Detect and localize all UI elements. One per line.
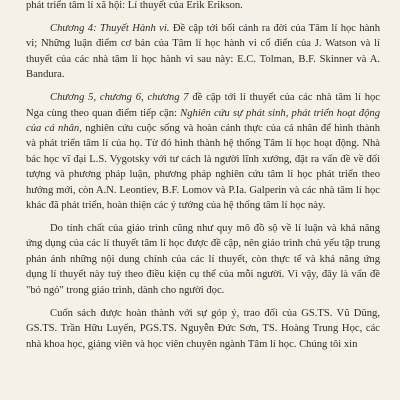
chapter-5-7-heading: Chương 5, chương 6, chương 7 (50, 92, 189, 104)
paragraph (26, 21, 380, 83)
text-run: phát triển tâm lí xã hội: Lí thuyết của Erik Erikson. (26, 0, 243, 11)
text-run: , nghiên cứu cuộc sống và hoàn cảnh thực của cá nhân để hình thành và phát triển tâm lí của họ. Từ đó hình thành hệ thống Tâm lí học hoạt động. Nhà bác học vĩ đại L.S. Vygotsky với tư cách là người lĩnh xướng, đặt ra vấn đề về đối tượng và phương pháp luận, phương pháp nghiên cứu tâm lí học phát triển theo hướng mới, còn A.N. Leontiev, B.F. Lomov và P.Ia. Galperin và các nhà tâm lí học khác đã phát triển, hoàn thiện các ý tưởng của hệ thống tâm lí học này. (26, 123, 381, 212)
document-body (26, 0, 380, 360)
emphasis-text: Nghiên cứu sự phát sinh, phát triển hoạt động của cá nhân (26, 107, 380, 135)
text-run: đề cập tới lí thuyết của các nhà tâm lí học Nga cùng theo quan điểm tiếp cận: (26, 92, 380, 119)
paragraph (26, 90, 380, 213)
paragraph (26, 221, 380, 298)
text-run: Đề cập tới bối cảnh ra đời của Tâm lí học hành vi; Những luận điểm cơ bản của Tâm lí học hành vi cổ điển của J. Watson và lí thuyết của các nhà tâm lí học hành vi sau này: E.C. Tolman, B.F. Skinner và A. Bandura. (26, 23, 380, 81)
chapter-4-heading: Chương 4: Thuyết Hành vi. (50, 23, 170, 34)
text-run: Cuốn sách được hoàn thành với sự góp ý, trao đổi của GS.TS. Vũ Dũng, GS.TS. Trần Hữu Luyến, PGS.TS. Nguyễn Đức Sơn, TS. Hoàng Trung Học, các nhà khoa học, giảng viên và học viên chuyên ngành Tâm lí học. Chúng tôi xin (26, 307, 380, 350)
paragraph (26, 0, 380, 13)
text-run: Do tính chất của giáo trình cũng như quy mô đồ sộ về lí luận và khả năng ứng dụng của các lí thuyết tâm lí học được đề cập, nên giáo trình chủ yếu tập trung phản ánh những nội dung chính của các lí thuyết, còn thực tế và khả năng ứng dụng lí thuyết này tuỳ theo điều kiện cụ thể của mỗi người. Vì vậy, đây là vấn đề "bỏ ngỏ" trong giáo trình, dành cho người đọc. (26, 223, 380, 296)
paragraph (26, 306, 380, 352)
